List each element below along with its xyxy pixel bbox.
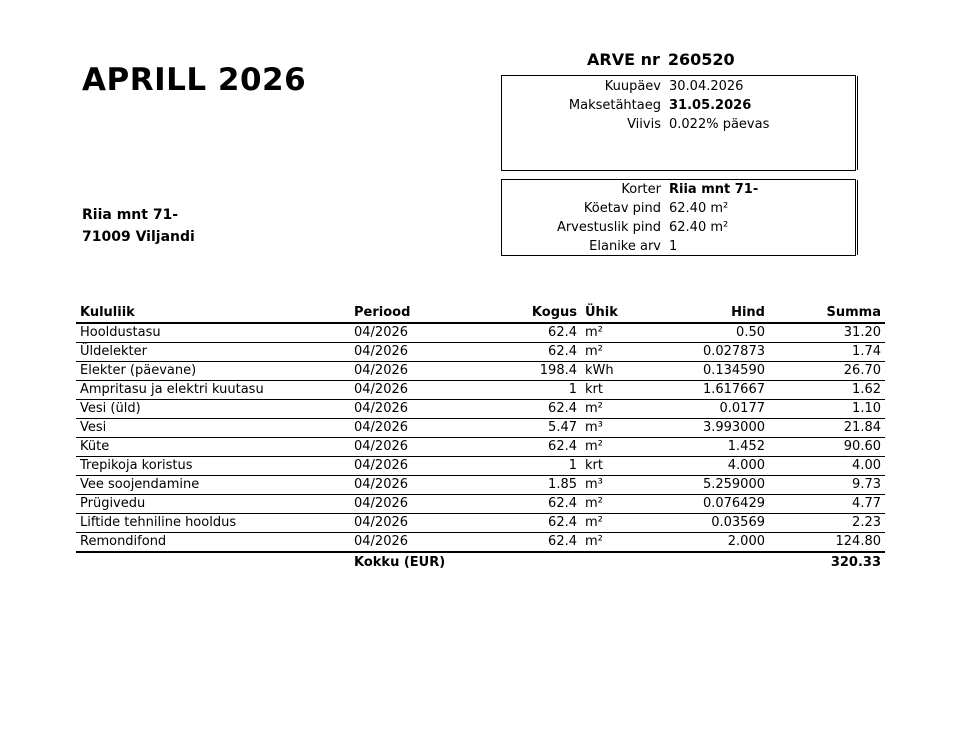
header-price: Hind <box>638 304 769 323</box>
late-fee-label: Viivis <box>627 117 661 132</box>
cell-price: 0.027873 <box>638 343 769 362</box>
cell-price: 0.50 <box>638 323 769 343</box>
cell-period: 04/2026 <box>350 514 490 533</box>
cell-qty: 62.4 <box>490 514 581 533</box>
cell-period: 04/2026 <box>350 419 490 438</box>
invoice-date-label: Kuupäev <box>604 79 661 94</box>
cell-price: 5.259000 <box>638 476 769 495</box>
cell-price: 1.617667 <box>638 381 769 400</box>
cell-price: 2.000 <box>638 533 769 553</box>
total-spacer <box>581 552 638 573</box>
address-line-2: 71009 Viljandi <box>82 229 195 245</box>
header-qty: Kogus <box>490 304 581 323</box>
cell-period: 04/2026 <box>350 343 490 362</box>
calculated-area-value: 62.40 m² <box>669 220 729 235</box>
cell-period: 04/2026 <box>350 323 490 343</box>
cell-unit: m² <box>581 343 638 362</box>
cell-sum: 4.00 <box>769 457 885 476</box>
cell-type: Ampritasu ja elektri kuutasu <box>76 381 350 400</box>
cell-period: 04/2026 <box>350 533 490 553</box>
cell-price: 0.134590 <box>638 362 769 381</box>
table-header-row <box>76 304 885 323</box>
cell-qty: 62.4 <box>490 495 581 514</box>
due-date-value: 31.05.2026 <box>669 98 752 113</box>
cell-sum: 9.73 <box>769 476 885 495</box>
header-type: Kululiik <box>76 304 350 323</box>
cell-price: 0.03569 <box>638 514 769 533</box>
cell-price: 4.000 <box>638 457 769 476</box>
total-label: Kokku (EUR) <box>350 552 490 573</box>
cell-qty: 62.4 <box>490 533 581 553</box>
calculated-area-row <box>502 218 855 237</box>
cell-qty: 62.4 <box>490 343 581 362</box>
cell-sum: 1.74 <box>769 343 885 362</box>
cell-period: 04/2026 <box>350 400 490 419</box>
cell-unit: m² <box>581 323 638 343</box>
total-spacer <box>490 552 581 573</box>
heated-area-row <box>502 199 855 218</box>
cell-type: Prügivedu <box>76 495 350 514</box>
cell-qty: 1.85 <box>490 476 581 495</box>
cell-qty: 1 <box>490 457 581 476</box>
address-line-1: Riia mnt 71- <box>82 207 179 223</box>
residents-row <box>502 237 855 256</box>
cell-period: 04/2026 <box>350 438 490 457</box>
cell-unit: m² <box>581 400 638 419</box>
page-title: APRILL 2026 <box>82 62 307 98</box>
cell-period: 04/2026 <box>350 362 490 381</box>
table-row <box>76 457 885 476</box>
late-fee-row <box>502 115 855 134</box>
due-date-row <box>502 96 855 115</box>
cell-qty: 1 <box>490 381 581 400</box>
cell-type: Trepikoja koristus <box>76 457 350 476</box>
invoice-date-row <box>502 77 855 96</box>
cell-price: 0.0177 <box>638 400 769 419</box>
cell-unit: m³ <box>581 476 638 495</box>
cell-qty: 62.4 <box>490 438 581 457</box>
invoice-date-value: 30.04.2026 <box>669 79 744 94</box>
cell-qty: 62.4 <box>490 400 581 419</box>
table-row <box>76 343 885 362</box>
calculated-area-label: Arvestuslik pind <box>556 220 661 235</box>
cell-price: 3.993000 <box>638 419 769 438</box>
apartment-label: Korter <box>621 182 661 197</box>
total-spacer <box>76 552 350 573</box>
cell-sum: 2.23 <box>769 514 885 533</box>
cell-type: Vee soojendamine <box>76 476 350 495</box>
total-row <box>76 552 885 573</box>
cell-type: Üldelekter <box>76 343 350 362</box>
cell-unit: m² <box>581 514 638 533</box>
cell-unit: m² <box>581 533 638 553</box>
cell-unit: kWh <box>581 362 638 381</box>
cell-unit: m² <box>581 495 638 514</box>
cell-type: Liftide tehniline hooldus <box>76 514 350 533</box>
cell-period: 04/2026 <box>350 476 490 495</box>
table-row <box>76 514 885 533</box>
cell-sum: 1.62 <box>769 381 885 400</box>
cell-qty: 198.4 <box>490 362 581 381</box>
cell-sum: 4.77 <box>769 495 885 514</box>
table-row <box>76 533 885 553</box>
cell-period: 04/2026 <box>350 457 490 476</box>
invoice-number-heading <box>587 50 735 69</box>
due-date-label: Maksetähtaeg <box>568 98 661 113</box>
cell-sum: 90.60 <box>769 438 885 457</box>
cell-sum: 26.70 <box>769 362 885 381</box>
cell-sum: 1.10 <box>769 400 885 419</box>
cell-price: 0.076429 <box>638 495 769 514</box>
cell-unit: krt <box>581 381 638 400</box>
table-row <box>76 323 885 343</box>
cell-sum: 31.20 <box>769 323 885 343</box>
cell-type: Elekter (päevane) <box>76 362 350 381</box>
heated-area-value: 62.40 m² <box>669 201 729 216</box>
table-row <box>76 419 885 438</box>
recipient-address <box>82 204 195 248</box>
table-row <box>76 362 885 381</box>
residents-value: 1 <box>669 239 678 254</box>
heated-area-label: Köetav pind <box>583 201 661 216</box>
cell-sum: 21.84 <box>769 419 885 438</box>
total-value: 320.33 <box>769 552 885 573</box>
apartment-info-box <box>501 179 856 256</box>
header-period: Periood <box>350 304 490 323</box>
cell-qty: 5.47 <box>490 419 581 438</box>
residents-label: Elanike arv <box>589 239 661 254</box>
late-fee-value: 0.022% päevas <box>669 117 770 132</box>
table-row <box>76 381 885 400</box>
cell-period: 04/2026 <box>350 381 490 400</box>
cell-price: 1.452 <box>638 438 769 457</box>
invoice-label: ARVE nr <box>587 50 660 69</box>
cell-unit: m² <box>581 438 638 457</box>
header-unit: Ühik <box>581 304 638 323</box>
cell-type: Küte <box>76 438 350 457</box>
total-spacer <box>638 552 769 573</box>
cell-unit: m³ <box>581 419 638 438</box>
invoice-number: 260520 <box>667 50 735 69</box>
apartment-value: Riia mnt 71- <box>669 182 759 197</box>
table-row <box>76 495 885 514</box>
cell-period: 04/2026 <box>350 495 490 514</box>
invoice-info-box <box>501 75 856 171</box>
cell-unit: krt <box>581 457 638 476</box>
cell-type: Vesi (üld) <box>76 400 350 419</box>
apartment-row <box>502 180 855 199</box>
charges-table <box>76 304 885 573</box>
table-row <box>76 476 885 495</box>
cell-type: Vesi <box>76 419 350 438</box>
cell-qty: 62.4 <box>490 323 581 343</box>
table-row <box>76 400 885 419</box>
cell-type: Hooldustasu <box>76 323 350 343</box>
cell-sum: 124.80 <box>769 533 885 553</box>
cell-type: Remondifond <box>76 533 350 553</box>
table-row <box>76 438 885 457</box>
header-sum: Summa <box>769 304 885 323</box>
